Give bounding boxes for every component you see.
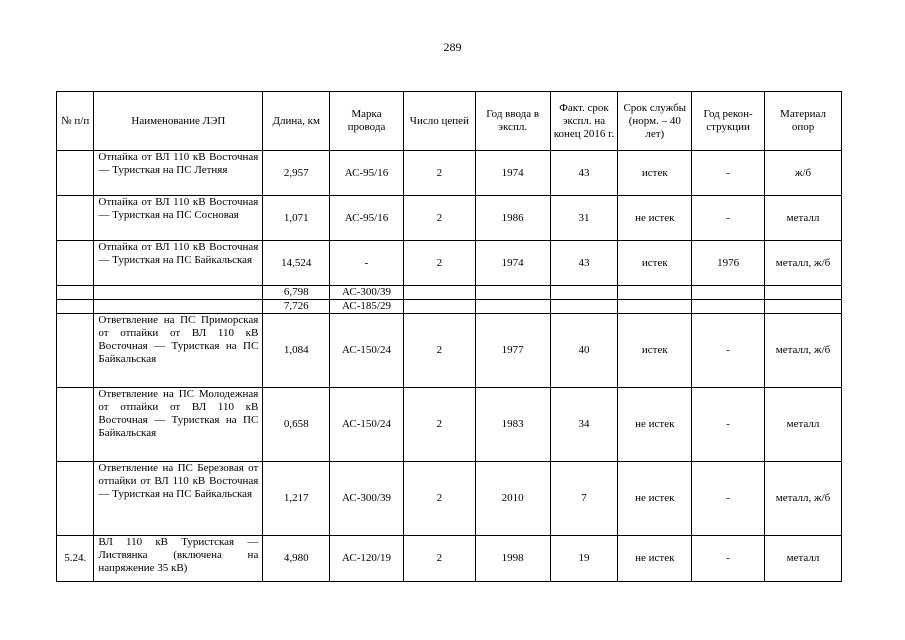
- header-num: № п/п: [57, 92, 94, 151]
- cell-wire: АС-150/24: [330, 314, 404, 388]
- page-number: 289: [443, 40, 462, 54]
- cell-life: не истек: [618, 388, 692, 462]
- header-age: Факт. срок экспл. на конец 2016 г.: [550, 92, 618, 151]
- header-life: Срок службы (норм. – 40 лет): [618, 92, 692, 151]
- cell-length: 0,658: [263, 388, 330, 462]
- cell-num: [57, 462, 94, 536]
- cell-wire: АС-95/16: [330, 196, 404, 241]
- cell-length: 7,726: [263, 300, 330, 314]
- cell-name: Ответвление на ПС Березовая от отпайки от ВЛ 110 кВ Восточная — Туристкая на ПС Байкальская: [94, 462, 263, 536]
- cell-material: металл, ж/б: [765, 241, 842, 286]
- cell-year: 1986: [475, 196, 550, 241]
- cell-material: ж/б: [765, 151, 842, 196]
- header-name: Наименование ЛЭП: [94, 92, 263, 151]
- cell-length: 2,957: [263, 151, 330, 196]
- cell-material: металл, ж/б: [765, 462, 842, 536]
- cell-num: [57, 286, 94, 300]
- cell-material: металл: [765, 196, 842, 241]
- cell-material: [765, 300, 842, 314]
- cell-length: 6,798: [263, 286, 330, 300]
- cell-length: 1,084: [263, 314, 330, 388]
- header-length: Длина, км: [263, 92, 330, 151]
- cell-year: [475, 300, 550, 314]
- cell-circuits: 2: [403, 536, 475, 582]
- cell-recon: -: [692, 151, 765, 196]
- cell-num: [57, 241, 94, 286]
- cell-num: [57, 388, 94, 462]
- cell-name: [94, 300, 263, 314]
- cell-year: 1983: [475, 388, 550, 462]
- cell-wire: -: [330, 241, 404, 286]
- cell-recon: [692, 286, 765, 300]
- cell-life: не истек: [618, 196, 692, 241]
- cell-age: 31: [550, 196, 618, 241]
- table-header-row: [57, 92, 842, 151]
- cell-age: 43: [550, 241, 618, 286]
- cell-recon: -: [692, 196, 765, 241]
- cell-circuits: 2: [403, 151, 475, 196]
- cell-circuits: 2: [403, 388, 475, 462]
- cell-year: 1998: [475, 536, 550, 582]
- cell-recon: -: [692, 314, 765, 388]
- cell-material: [765, 286, 842, 300]
- cell-name: Отпайка от ВЛ 110 кВ Восточная — Туристкая на ПС Летняя: [94, 151, 263, 196]
- cell-name: Ответвление на ПС Молодежная от отпайки от ВЛ 110 кВ Восточная — Туристкая на ПС Байкальская: [94, 388, 263, 462]
- power-lines-table: [56, 91, 842, 582]
- cell-name: Отпайка от ВЛ 110 кВ Восточная — Туристкая на ПС Сосновая: [94, 196, 263, 241]
- cell-circuits: [403, 300, 475, 314]
- cell-recon: -: [692, 462, 765, 536]
- header-wire: Марка провода: [330, 92, 404, 151]
- cell-life: истек: [618, 151, 692, 196]
- cell-age: [550, 286, 618, 300]
- cell-wire: АС-150/24: [330, 388, 404, 462]
- table-row: [57, 388, 842, 462]
- cell-year: 1974: [475, 151, 550, 196]
- header-material: Материал опор: [765, 92, 842, 151]
- cell-num: [57, 151, 94, 196]
- cell-recon: -: [692, 388, 765, 462]
- cell-life: не истек: [618, 536, 692, 582]
- cell-num: 5.24.: [57, 536, 94, 582]
- header-recon: Год рекон-струкции: [692, 92, 765, 151]
- cell-wire: АС-300/39: [330, 462, 404, 536]
- cell-circuits: 2: [403, 462, 475, 536]
- cell-year: 1974: [475, 241, 550, 286]
- cell-age: 43: [550, 151, 618, 196]
- header-year: Год ввода в экспл.: [475, 92, 550, 151]
- cell-length: 4,980: [263, 536, 330, 582]
- cell-age: 19: [550, 536, 618, 582]
- cell-name: Отпайка от ВЛ 110 кВ Восточная — Туристкая на ПС Байкальская: [94, 241, 263, 286]
- cell-life: [618, 286, 692, 300]
- header-circuits: Число цепей: [403, 92, 475, 151]
- cell-recon: -: [692, 536, 765, 582]
- cell-num: [57, 300, 94, 314]
- cell-age: 7: [550, 462, 618, 536]
- cell-name: ВЛ 110 кВ Туристская — Листвянка (включена на напряжение 35 кВ): [94, 536, 263, 582]
- cell-circuits: 2: [403, 241, 475, 286]
- cell-age: 40: [550, 314, 618, 388]
- table-row: [57, 536, 842, 582]
- cell-year: 1977: [475, 314, 550, 388]
- cell-material: металл: [765, 536, 842, 582]
- cell-name: Ответвление на ПС Приморская от отпайки от ВЛ 110 кВ Восточная — Туристкая на ПС Байкальская: [94, 314, 263, 388]
- cell-year: 2010: [475, 462, 550, 536]
- cell-circuits: 2: [403, 314, 475, 388]
- cell-num: [57, 314, 94, 388]
- cell-recon: [692, 300, 765, 314]
- cell-age: 34: [550, 388, 618, 462]
- cell-year: [475, 286, 550, 300]
- cell-material: металл: [765, 388, 842, 462]
- cell-wire: АС-95/16: [330, 151, 404, 196]
- cell-length: 1,217: [263, 462, 330, 536]
- cell-wire: АС-185/29: [330, 300, 404, 314]
- table-row: [57, 151, 842, 196]
- cell-life: не истек: [618, 462, 692, 536]
- cell-wire: АС-300/39: [330, 286, 404, 300]
- cell-circuits: 2: [403, 196, 475, 241]
- cell-num: [57, 196, 94, 241]
- table-row: [57, 300, 842, 314]
- table-row: [57, 462, 842, 536]
- cell-life: истек: [618, 314, 692, 388]
- cell-recon: 1976: [692, 241, 765, 286]
- table-row: [57, 286, 842, 300]
- cell-material: металл, ж/б: [765, 314, 842, 388]
- table-row: [57, 314, 842, 388]
- table-row: [57, 241, 842, 286]
- cell-length: 1,071: [263, 196, 330, 241]
- cell-name: [94, 286, 263, 300]
- cell-wire: АС-120/19: [330, 536, 404, 582]
- cell-age: [550, 300, 618, 314]
- cell-circuits: [403, 286, 475, 300]
- table-row: [57, 196, 842, 241]
- cell-life: [618, 300, 692, 314]
- cell-life: истек: [618, 241, 692, 286]
- cell-length: 14,524: [263, 241, 330, 286]
